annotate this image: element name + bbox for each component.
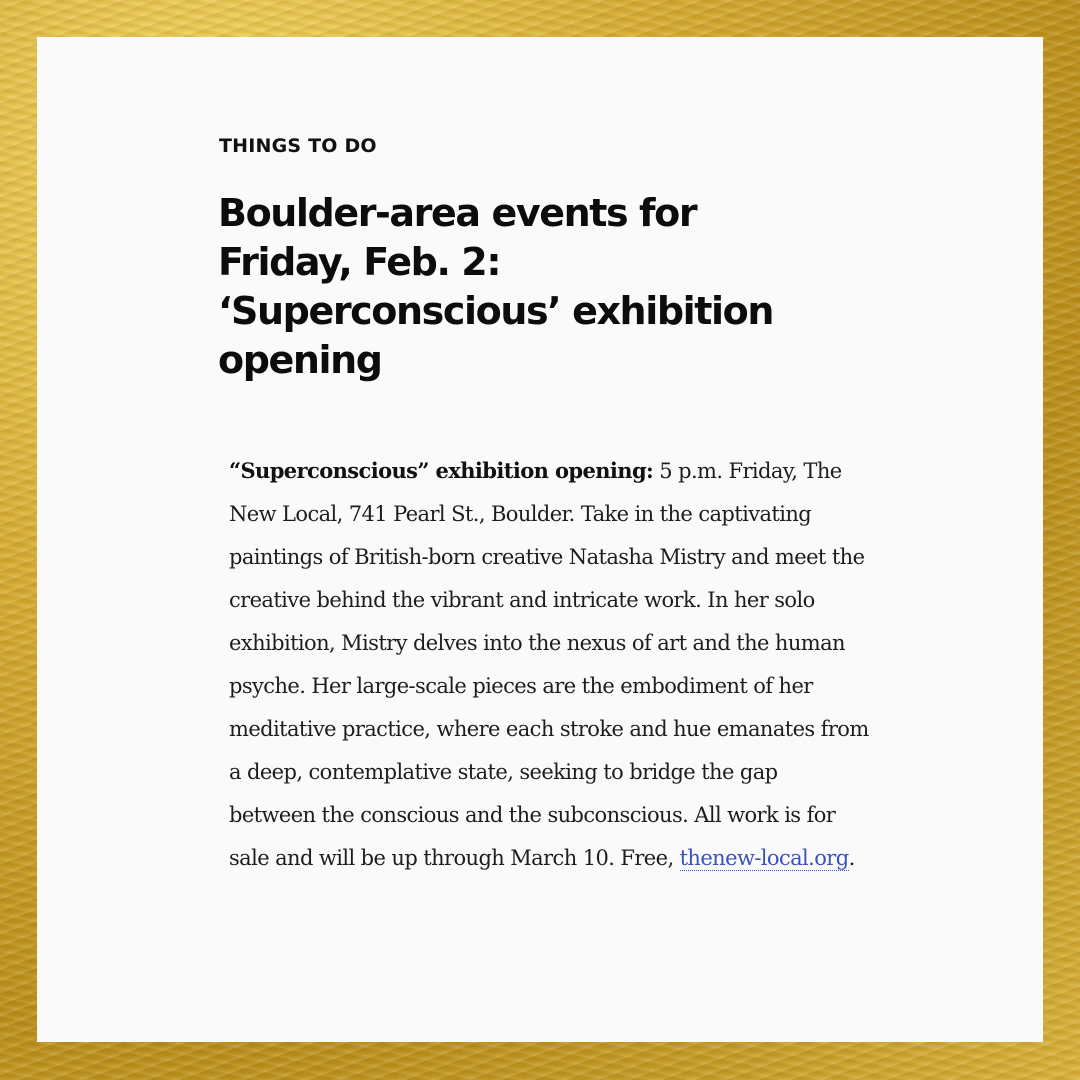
event-website-link[interactable]: thenew-local.org <box>679 846 849 870</box>
content-card <box>37 37 1043 1042</box>
article-headline: Boulder-area events for Friday, Feb. 2: ‘Superconscious’ exhibition opening <box>218 191 774 382</box>
event-description <box>229 449 869 880</box>
trailing-period: . <box>848 846 855 870</box>
event-title: “Superconscious” exhibition opening: <box>229 458 654 483</box>
section-label: THINGS TO DO <box>219 135 377 157</box>
event-details: 5 p.m. Friday, The New Local, 741 Pearl St., Boulder. Take in the captivating paintings of British-born creative Natasha Mistry and meet the creative behind the vibrant and intricate work. In her solo exhibition, Mistry delves into the nexus of art and the human psyche. Her large-scale pieces are the embodiment of her meditative practice, where each stroke and hue emanates from a deep, contemplative state, seeking to bridge the gap between the conscious and the subconscious. All work is for sale and will be up through March 10. Free, <box>229 459 869 870</box>
